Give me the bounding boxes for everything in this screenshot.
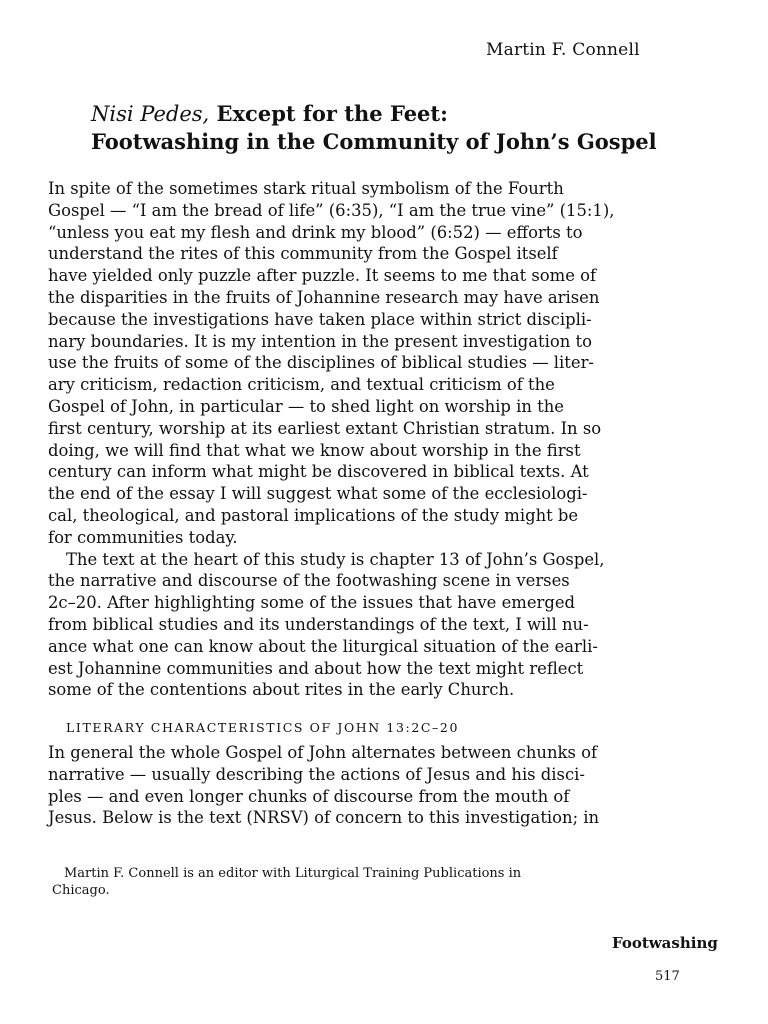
text-line: Gospel — “I am the bread of life” (6:35), “I am the true vine” (15:1), bbox=[48, 200, 615, 220]
text-line: for communities today. bbox=[48, 527, 238, 547]
text-line: 2c–20. After highlighting some of the issues that have emerged bbox=[48, 593, 576, 613]
text-line: some of the contentions about rites in the early Church. bbox=[48, 680, 515, 700]
text-line: first century, worship at its earliest extant Christian stratum. In so bbox=[48, 418, 602, 438]
text-line: doing, we will find that what we know about worship in the first bbox=[48, 440, 581, 460]
paragraph-1 bbox=[48, 178, 672, 549]
text-line: est Johannine communities and about how the text might reflect bbox=[48, 658, 584, 678]
text-line: use the fruits of some of the disciplines of biblical studies — liter- bbox=[48, 353, 594, 373]
text-line: Jesus. Below is the text (NRSV) of concern to this investigation; in bbox=[48, 808, 600, 828]
paragraph-2 bbox=[48, 549, 672, 702]
text-line: the narrative and discourse of the footwashing scene in verses bbox=[48, 571, 570, 591]
title-line-1 bbox=[91, 100, 657, 128]
footnote-line: Martin F. Connell is an editor with Liturgical Training Publications in bbox=[64, 866, 522, 881]
paragraph-3 bbox=[48, 742, 672, 829]
title-italic: Nisi Pedes, bbox=[91, 102, 210, 126]
text-line: “unless you eat my flesh and drink my blood” (6:52) — efforts to bbox=[48, 222, 583, 242]
text-line: ary criticism, redaction criticism, and textual criticism of the bbox=[48, 375, 555, 395]
section-heading: LITERARY CHARACTERISTICS OF JOHN 13:2C–20 bbox=[66, 720, 459, 735]
text-line: narrative — usually describing the actions of Jesus and his disci- bbox=[48, 764, 585, 784]
title-line-2: Footwashing in the Community of John’s Gospel bbox=[91, 129, 657, 154]
text-line: the disparities in the fruits of Johannine research may have arisen bbox=[48, 287, 600, 307]
text-line: Gospel of John, in particular — to shed light on worship in the bbox=[48, 396, 564, 416]
text-line: In spite of the sometimes stark ritual symbolism of the Fourth bbox=[48, 179, 564, 198]
footnote-line: Chicago. bbox=[52, 883, 110, 898]
text-line: The text at the heart of this study is chapter 13 of John’s Gospel, bbox=[66, 549, 605, 569]
text-line: ples — and even longer chunks of discourse from the mouth of bbox=[48, 786, 570, 806]
body-text bbox=[48, 178, 672, 701]
text-line: cal, theological, and pastoral implications of the study might be bbox=[48, 505, 579, 525]
title-rest: Except for the Feet: bbox=[209, 101, 448, 126]
text-line: ance what one can know about the liturgical situation of the earli- bbox=[48, 636, 598, 656]
text-line: century can inform what might be discovered in biblical texts. At bbox=[48, 462, 589, 482]
text-line: In general the whole Gospel of John alternates between chunks of bbox=[48, 743, 598, 762]
running-foot: Footwashing bbox=[612, 934, 718, 952]
page-number: 517 bbox=[655, 969, 680, 984]
footnote bbox=[52, 865, 652, 899]
author-header: Martin F. Connell bbox=[486, 40, 640, 60]
text-line: nary boundaries. It is my intention in the present investigation to bbox=[48, 331, 592, 351]
text-line: understand the rites of this community from the Gospel itself bbox=[48, 244, 558, 264]
text-line: because the investigations have taken place within strict discipli- bbox=[48, 309, 592, 329]
text-line: have yielded only puzzle after puzzle. It seems to me that some of bbox=[48, 266, 597, 286]
article-title bbox=[91, 100, 657, 156]
text-line: the end of the essay I will suggest what some of the ecclesiologi- bbox=[48, 484, 588, 504]
text-line: from biblical studies and its understandings of the text, I will nu- bbox=[48, 614, 589, 634]
